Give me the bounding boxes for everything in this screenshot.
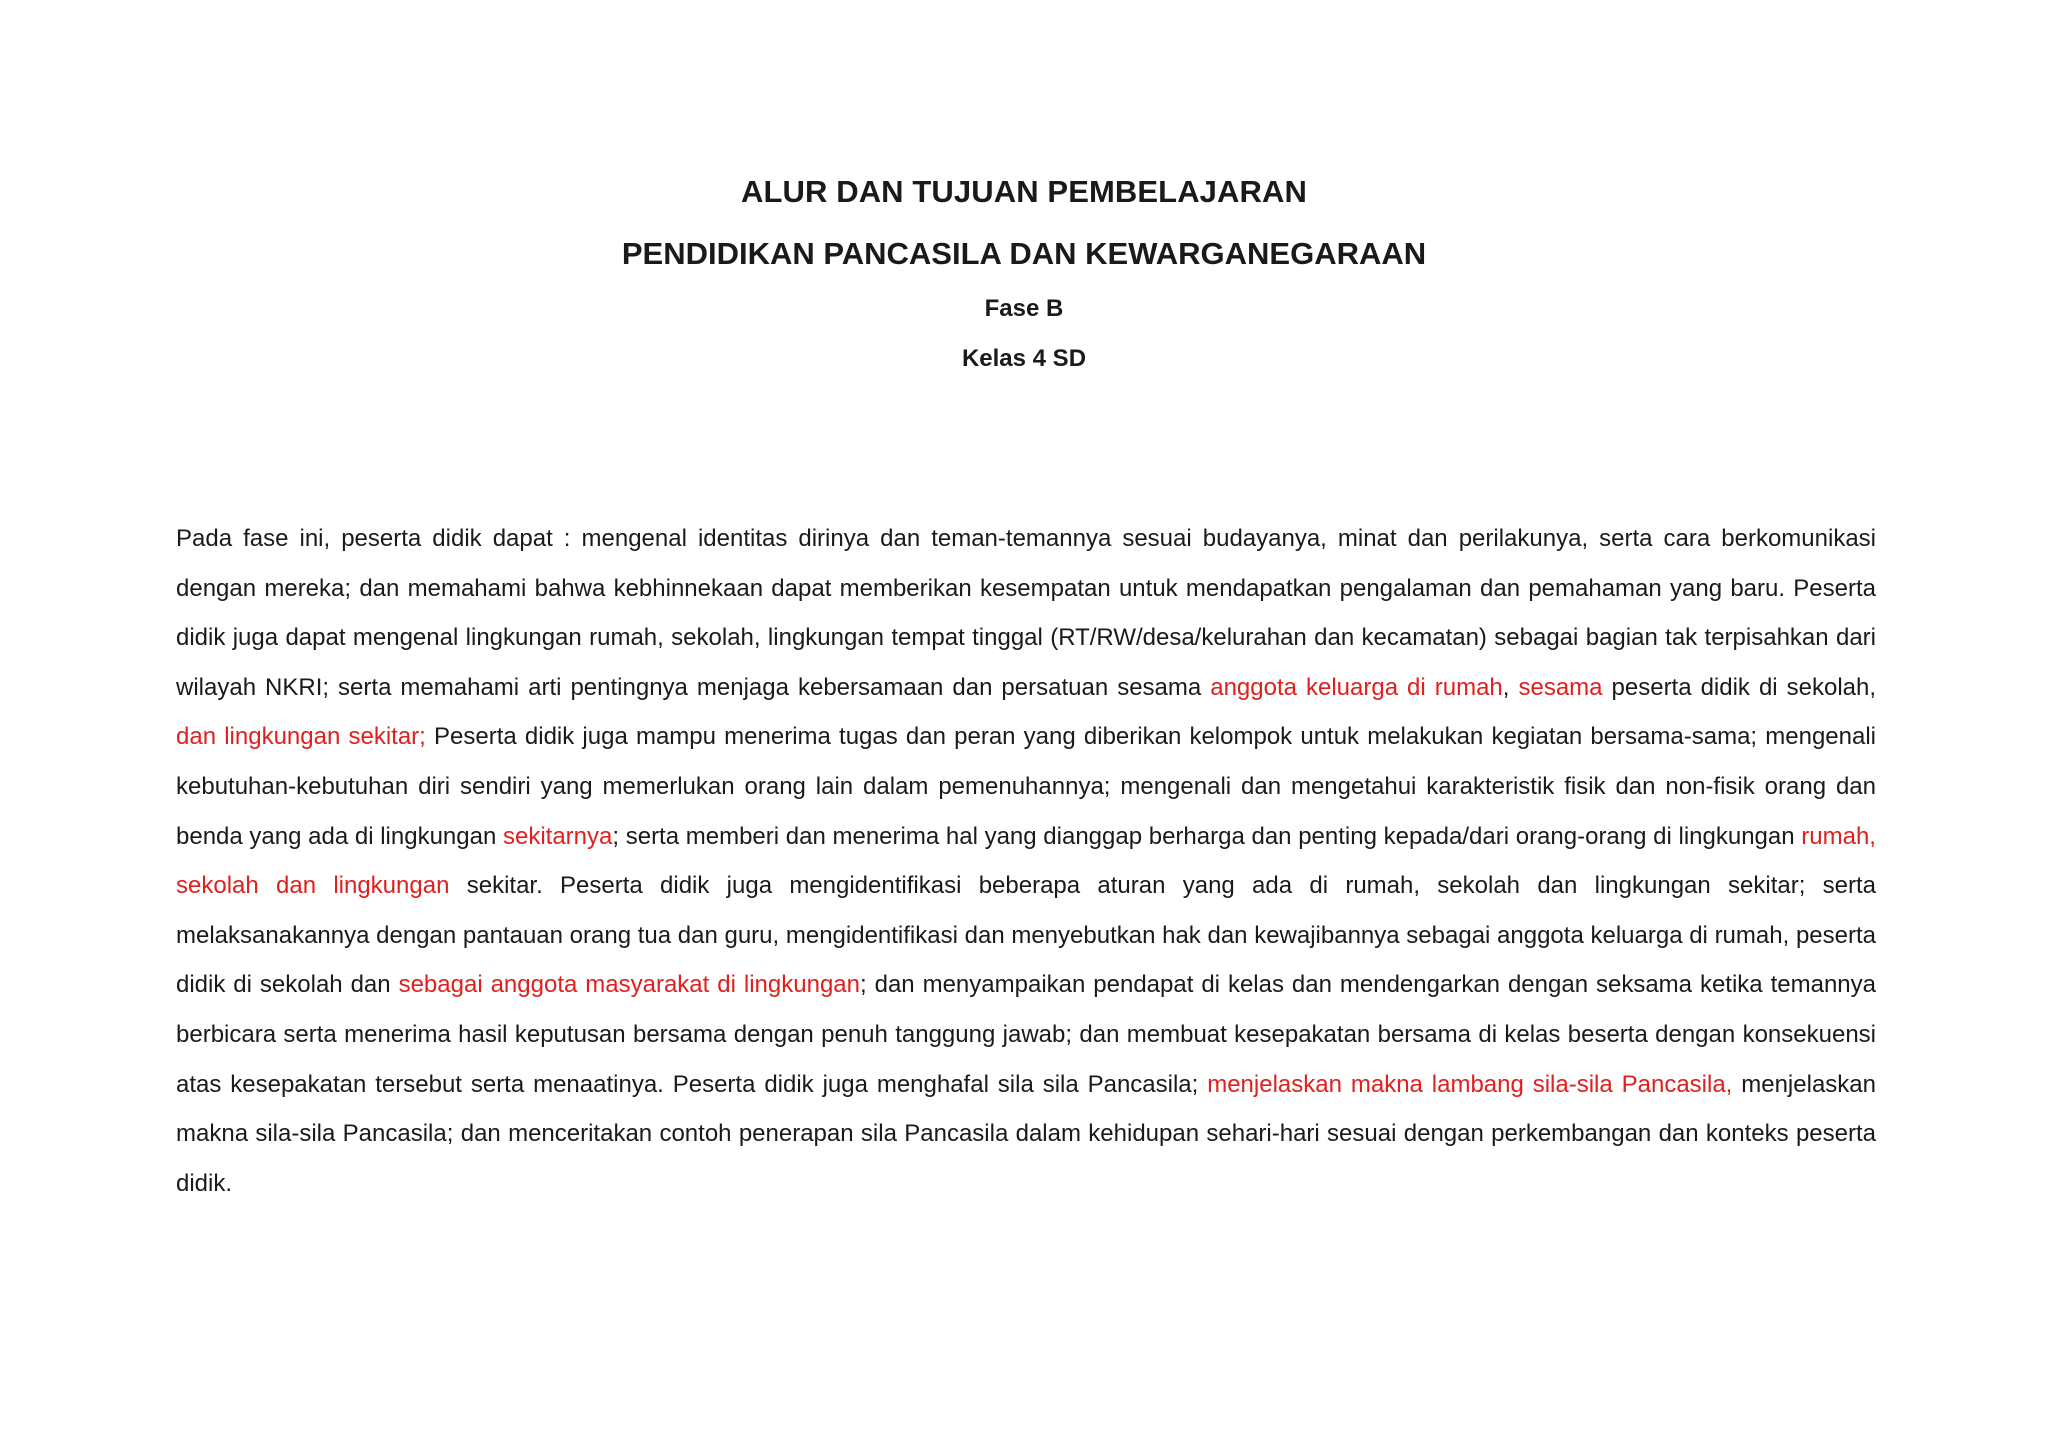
highlighted-text: sebagai anggota masyarakat di lingkungan: [398, 971, 860, 999]
text-segment: ; serta memberi dan menerima hal yang dianggap berharga dan penting kepada/dari orang-orang di lingkungan: [612, 822, 1802, 850]
document-header: [0, 172, 2048, 374]
text-segment: menjelaskan makna sila-sila Pancasila; dan menceritakan contoh penerapan sila Pancasila dalam kehidupan sehari-hari sesuai dengan perkembangan dan konteks peserta didik.: [176, 1070, 1876, 1197]
highlighted-text: dan lingkungan sekitar;: [176, 723, 426, 751]
document-title: ALUR DAN TUJUAN PEMBELAJARAN: [741, 174, 1307, 209]
highlighted-text: sekitarnya: [502, 822, 613, 850]
text-segment: ,: [1502, 673, 1519, 701]
highlighted-text: sesama: [1518, 673, 1603, 701]
document-subtitle: PENDIDIKAN PANCASILA DAN KEWARGANEGARAAN: [621, 236, 1427, 271]
text-segment: ; dan menyampaikan pendapat di kelas dan mendengarkan dengan seksama ketika temannya berbicara serta menerima hasil keputusan bersama dengan penuh tanggung jawab; dan membuat kesepakatan bersama di kelas beserta dengan konsekuensi atas kesepakatan tersebut serta menaatinya. Peserta didik juga menghafal sila sila Pancasila;: [176, 971, 1876, 1098]
body-paragraph: [176, 514, 1876, 1208]
fase-label: Fase B: [984, 295, 1064, 322]
text-segment: Pada fase ini, peserta didik dapat : mengenal identitas dirinya dan teman-temannya sesuai budayanya, minat dan perilakunya, serta cara berkomunikasi dengan mereka; dan memahami bahwa kebhinnekaan dapat memberikan kesempatan untuk mendapatkan pengalaman dan pemahaman yang baru. Peserta didik juga dapat mengenal lingkungan rumah, sekolah, lingkungan tempat tinggal (RT/RW/desa/kelurahan dan kecamatan) sebagai bagian tak terpisahkan dari wilayah NKRI; serta memahami arti pentingnya menjaga kebersamaan dan persatuan sesama: [176, 525, 1876, 701]
text-segment: peserta didik di sekolah,: [1602, 673, 1877, 701]
highlighted-text: anggota keluarga di rumah: [1210, 673, 1503, 701]
highlighted-text: rumah, sekolah dan lingkungan: [176, 822, 1876, 900]
text-segment: sekitar. Peserta didik juga mengidentifikasi beberapa aturan yang ada di rumah, sekolah dan lingkungan sekitar; serta melaksanakannya dengan pantauan orang tua dan guru, mengidentifikasi dan menyebutkan hak dan kewajibannya sebagai anggota keluarga di rumah, peserta didik di sekolah dan: [176, 872, 1877, 999]
text-segment: Peserta didik juga mampu menerima tugas dan peran yang diberikan kelompok untuk melakukan kegiatan bersama-sama; mengenali kebutuhan-kebutuhan diri sendiri yang memerlukan orang lain dalam pemenuhannya; mengenali dan mengetahui karakteristik fisik dan non-fisik orang dan benda yang ada di lingkungan: [176, 723, 1876, 850]
highlighted-text: menjelaskan makna lambang sila-sila Pancasila,: [1207, 1070, 1733, 1098]
kelas-label: Kelas 4 SD: [961, 345, 1087, 372]
